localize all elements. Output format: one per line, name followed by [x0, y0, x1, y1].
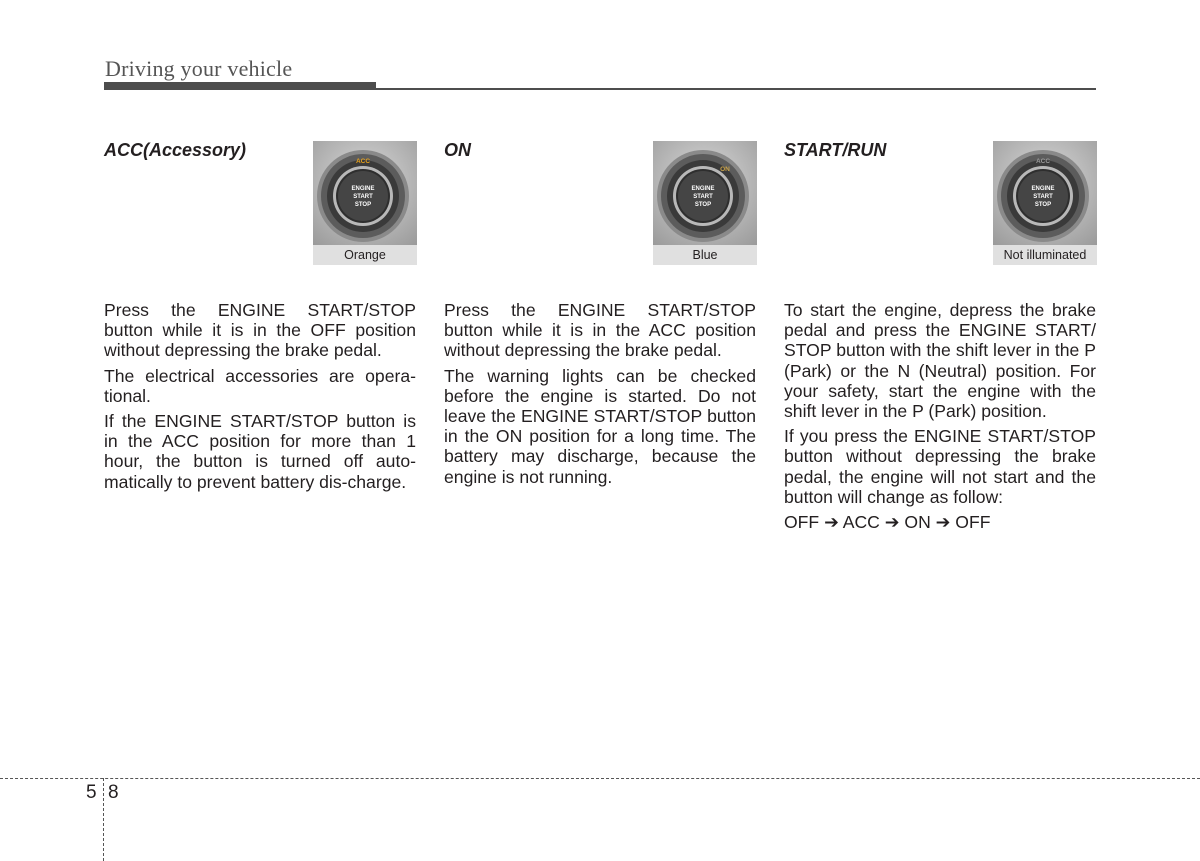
button-figure	[993, 141, 1097, 265]
button-text-line-1: ENGINE	[351, 186, 375, 192]
ring-label: ACC	[1035, 158, 1051, 165]
engine-start-button-image	[313, 141, 417, 245]
image-caption: Orange	[313, 245, 417, 265]
engine-start-button-image	[993, 141, 1097, 245]
paragraph: If the ENGINE START/STOP button is in the ACC position for more than 1 hour, the button is turned off auto-matically to prevent battery dis-charge.	[104, 411, 416, 492]
button-text-line-3: STOP	[354, 202, 372, 208]
paragraph: Press the ENGINE START/STOP button while it is in the ACC position without depressing the brake pedal.	[444, 300, 756, 361]
paragraph: If you press the ENGINE START/STOP button without depressing the brake pedal, the engine will not start and the button will change as follow:	[784, 426, 1096, 507]
column-body	[784, 300, 1096, 537]
button-text-line-3: STOP	[694, 202, 712, 208]
paragraph: The electrical accessories are opera-tional.	[104, 365, 416, 406]
header-rule	[104, 88, 1096, 90]
button-text-line-2: START	[353, 194, 373, 200]
ring-label: ACC	[355, 158, 371, 165]
paragraph: Press the ENGINE START/STOP button while it is in the OFF position without depressing the brake pedal.	[104, 300, 416, 361]
footer-rule	[0, 778, 1200, 779]
button-text-line-2: START	[693, 194, 713, 200]
ring-label: ON	[720, 166, 730, 173]
section-title: Driving your vehicle	[105, 56, 293, 81]
button-text-line-3: STOP	[1034, 202, 1052, 208]
column-body	[104, 300, 416, 497]
column-body	[444, 300, 756, 492]
column-heading: START/RUN	[784, 140, 887, 160]
column-heading: ACC(Accessory)	[104, 140, 247, 160]
engine-start-button-image	[653, 141, 757, 245]
paragraph: To start the engine, depress the brake pedal and press the ENGINE START/ STOP button with the shift lever in the P (Park) or the N (Neutral) position. For your safety, start the engine with the shift lever in the P (Park) position.	[784, 300, 1096, 422]
state-sequence: OFF ➔ ACC ➔ ON ➔ OFF	[784, 512, 991, 533]
button-text-line-2: START	[1033, 194, 1053, 200]
paragraph: The warning lights can be checked before the engine is started. Do not leave the ENGINE START/STOP button in the ON position for a long time. The battery may discharge, because the engine is not running.	[444, 365, 756, 487]
column-heading: ON	[444, 140, 471, 160]
page-number: 8	[108, 782, 119, 803]
image-caption: Not illuminated	[993, 245, 1097, 265]
footer-divider	[103, 778, 104, 861]
chapter-number: 5	[86, 782, 97, 803]
button-figure	[313, 141, 417, 265]
button-text-line-1: ENGINE	[1031, 186, 1055, 192]
button-figure	[653, 141, 757, 265]
button-text-line-1: ENGINE	[691, 186, 715, 192]
image-caption: Blue	[653, 245, 757, 265]
